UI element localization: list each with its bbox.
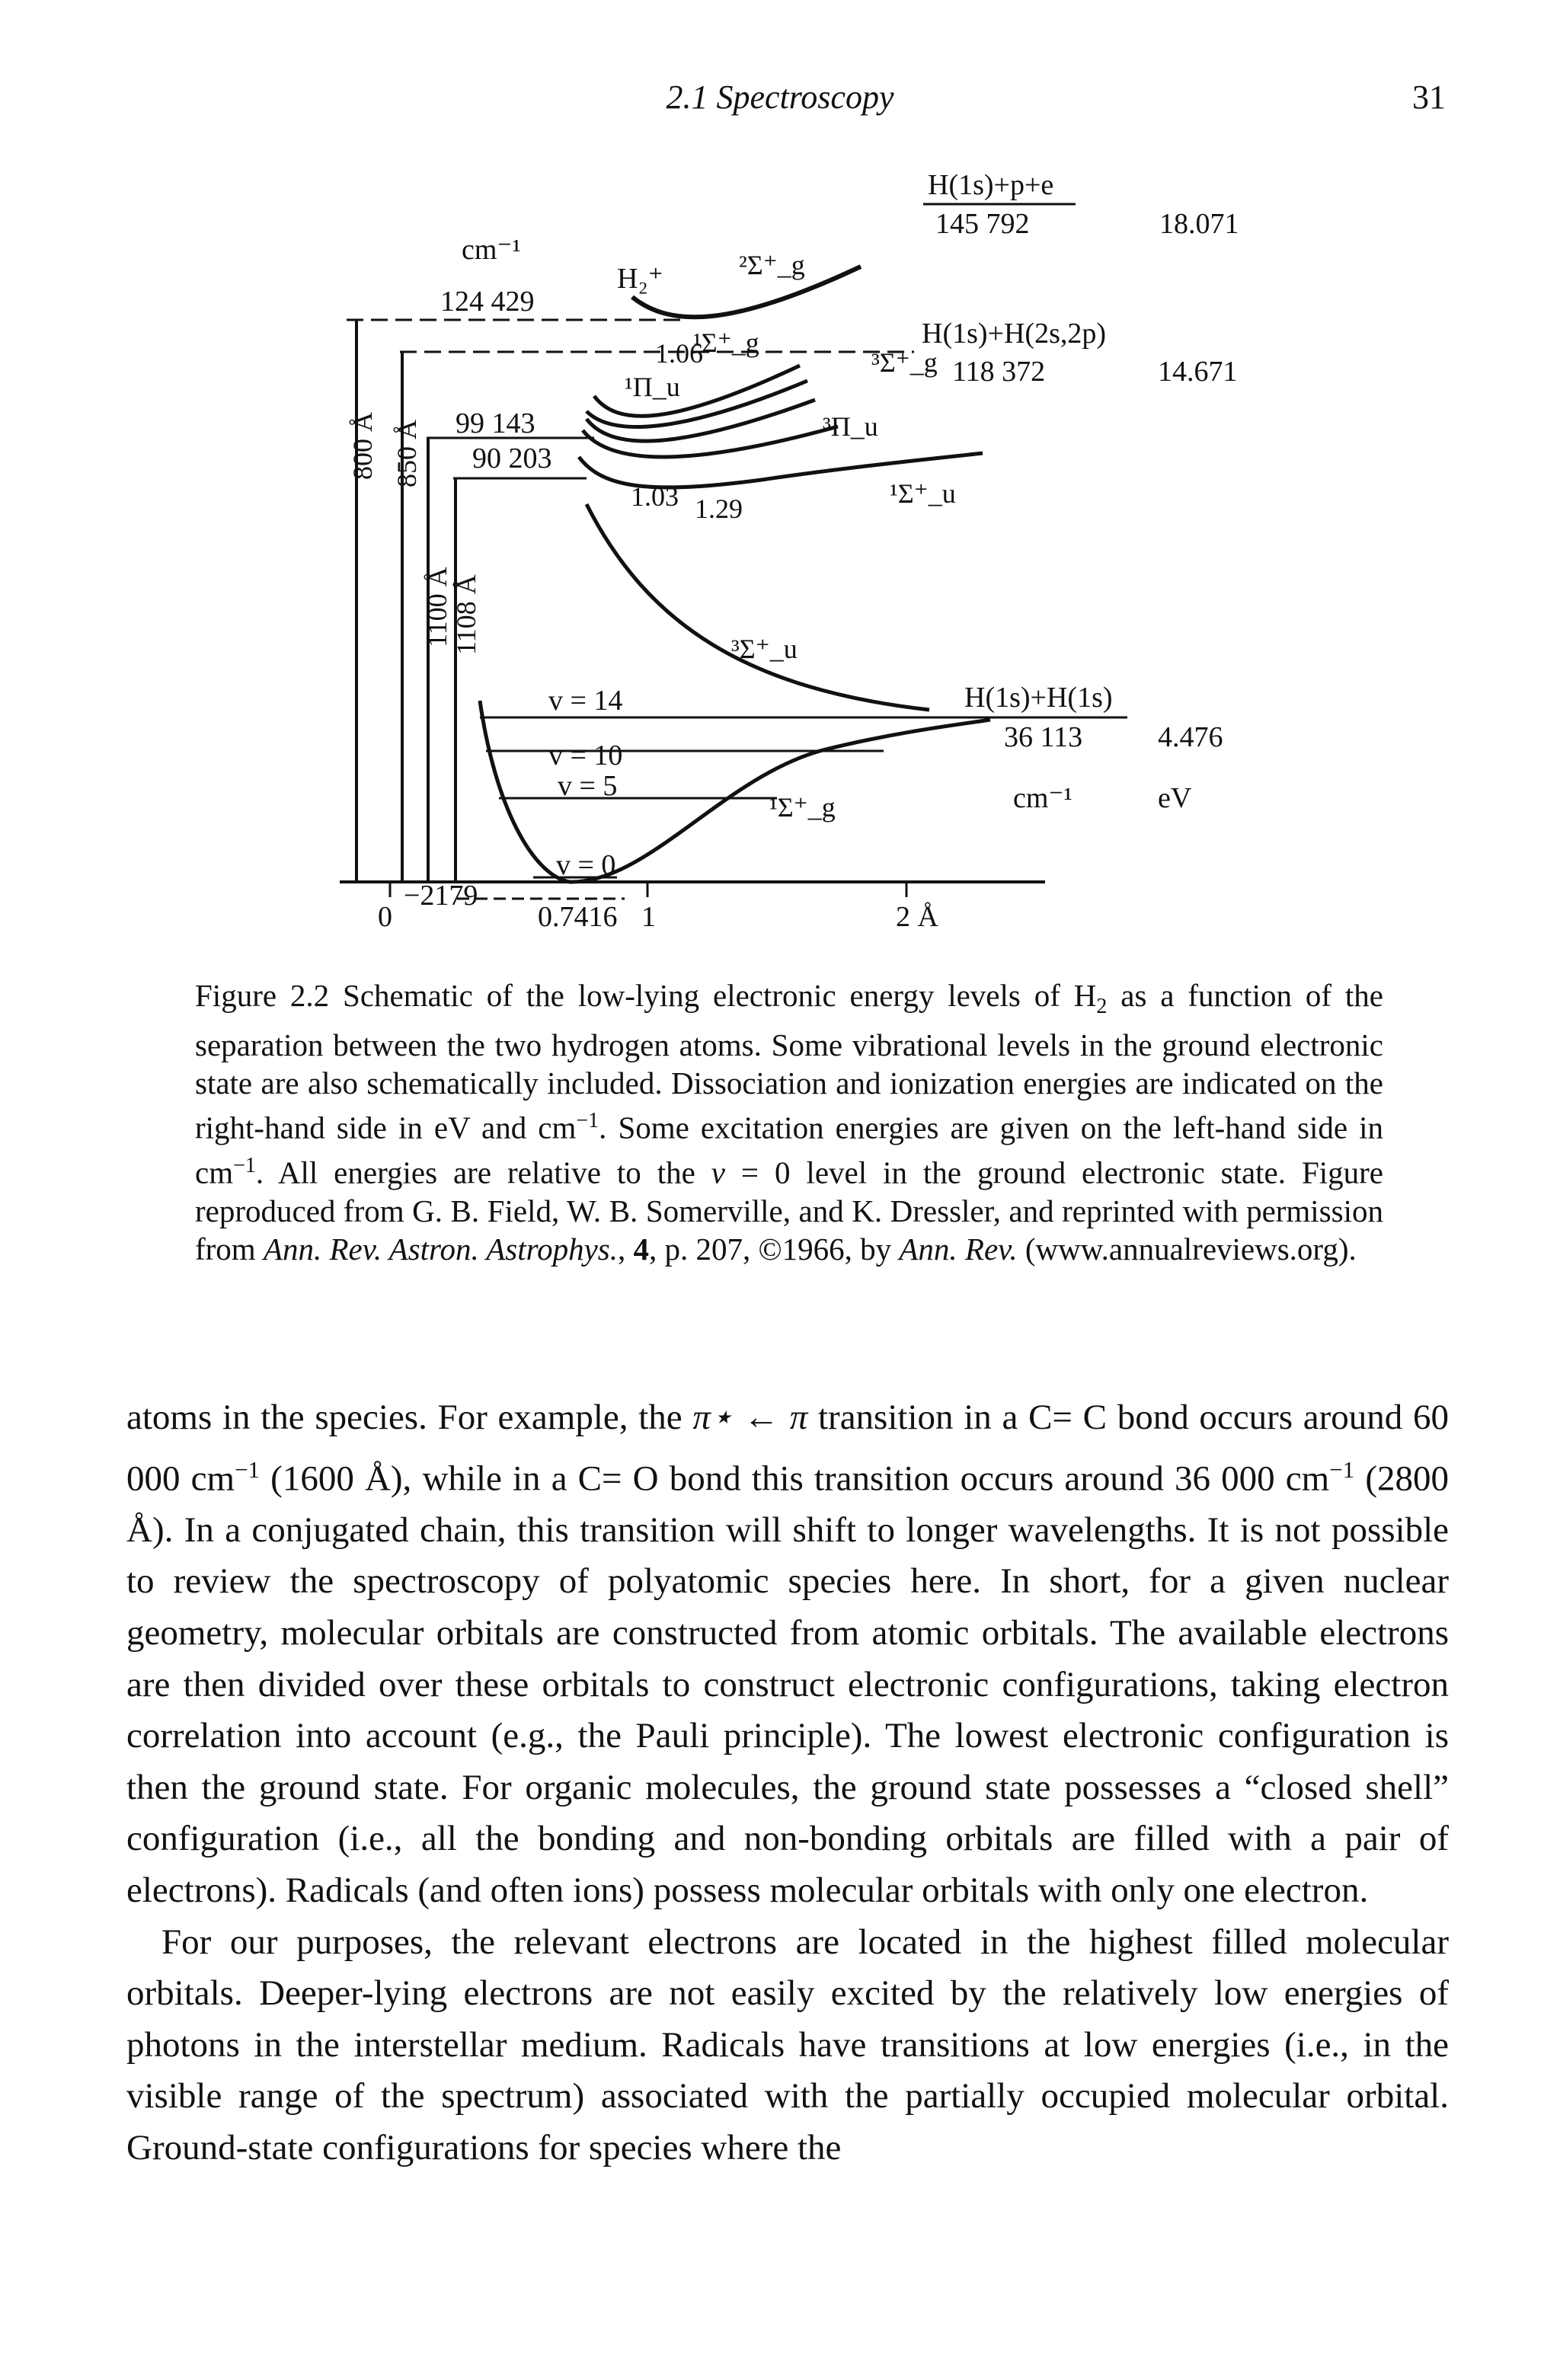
- energy-99143-label: 99 143: [456, 407, 535, 439]
- caption-part-8: (www.annualreviews.org).: [1017, 1231, 1357, 1267]
- a3sigma-g-label: ³Σ⁺_g: [871, 347, 938, 378]
- para1-superscript-2: −1: [1329, 1455, 1355, 1483]
- caption-part-6: ,: [617, 1231, 634, 1267]
- energy-124429-label: 124 429: [440, 286, 535, 318]
- caption-part-4: . All energies are relative to the: [255, 1155, 711, 1190]
- caption-part-3: . Some excitation energies are given on the left-hand side in cm: [195, 1110, 1383, 1190]
- page-number: 31: [1412, 78, 1446, 116]
- b1sigma-g-label: ¹Σ⁺_g: [693, 327, 759, 358]
- bond-length-103-label: 1.03: [631, 481, 679, 512]
- caption-subscript-2: 2: [1096, 995, 1108, 1019]
- ionization-cm-label: 145 792: [935, 208, 1030, 240]
- x1sigma-g-label: ¹Σ⁺_g: [769, 792, 836, 823]
- body-text: [126, 1392, 1449, 2174]
- wavelength-800-label: 800 Å: [347, 412, 378, 480]
- pi-star-symbol: π⋆: [692, 1398, 734, 1437]
- caption-journal: Ann. Rev. Astron. Astrophys.: [263, 1231, 618, 1267]
- energy-90203-label: 90 203: [472, 442, 552, 474]
- caption-volume: 4: [633, 1231, 649, 1267]
- caption-superscript-2: −1: [233, 1153, 256, 1177]
- bond-length-129-label: 1.29: [695, 494, 743, 524]
- x-tick-07416-label: 0.7416: [538, 901, 618, 933]
- para1-text-3: (1600 Å), while in a C= O bond this transition occurs around 36 000 cm: [260, 1458, 1330, 1499]
- para1-superscript-1: −1: [235, 1455, 261, 1483]
- excitation-cm-label: 118 372: [952, 356, 1046, 388]
- energy-m2179-label: −2179: [404, 880, 478, 912]
- para1-text-1: atoms in the species. For example, the: [126, 1398, 693, 1437]
- pi-symbol: π: [789, 1398, 808, 1437]
- c1pi-u-curve: [587, 381, 807, 427]
- c3pi-u-label: ³Π_u: [823, 411, 878, 442]
- h2plus-label: H₂⁺: [617, 263, 663, 295]
- para1-text-4: (2800 Å). In a conjugated chain, this transition will shift to longer wavelengths. It is not possible to review the spectroscopy of polyatomic species here. In short, for a given nuclear geometry, molecular orbitals are constructed from atomic orbitals. The available electrons are then divided over these orbitals to construct electronic configurations, taking electron correlation into account (e.g., the Pauli principle). The lowest electronic configuration is then the ground state. For organic molecules, the ground state possesses a “closed shell” configuration (i.e., all the bonding and non-bonding orbitals are filled with a pair of electrons). Radicals (and often ions) possess molecular orbitals with only one electron.: [126, 1458, 1450, 1910]
- v0-label: v = 0: [556, 849, 616, 881]
- v5-label: v = 5: [558, 770, 618, 802]
- wavelength-1108-label: 1108 Å: [451, 574, 481, 655]
- ionization-level-label: H(1s)+p+e: [928, 169, 1054, 201]
- bond-length-106-label: 1.06: [655, 338, 703, 369]
- ionization-ev-label: 18.071: [1159, 208, 1239, 240]
- x-tick-2-label: 2 Å: [896, 901, 938, 933]
- h2-energy-level-diagram: [0, 0, 1560, 960]
- excitation-ev-label: 14.671: [1158, 356, 1238, 388]
- dissociation-level-label: H(1s)+H(1s): [964, 682, 1113, 714]
- v10-label: v = 10: [548, 740, 623, 772]
- x-tick-1-label: 1: [641, 901, 656, 933]
- caption-superscript-1: −1: [576, 1109, 599, 1133]
- body-paragraph-1: [126, 1392, 1449, 1917]
- left-arrow-symbol: ←: [733, 1398, 790, 1437]
- x2sigma-g-label: ²Σ⁺_g: [739, 250, 805, 280]
- wavelength-850-label: 850 Å: [392, 420, 422, 487]
- v14-label: v = 14: [548, 685, 623, 717]
- dissociation-ev-label: 4.476: [1158, 721, 1223, 753]
- b3sigma-u-curve: [587, 504, 929, 710]
- caption-publisher: Ann. Rev.: [899, 1231, 1018, 1267]
- x-tick-0-label: 0: [378, 901, 392, 933]
- figure-caption: [195, 976, 1383, 1268]
- b1sigma-u-label: ¹Σ⁺_u: [890, 478, 956, 509]
- dissociation-cm-label: 36 113: [1004, 721, 1083, 753]
- body-paragraph-2: For our purposes, the relevant electrons are located in the highest filled molecular orbitals. Deeper-lying electrons are not easily excited by the relatively low energies of photons in the interstellar medium. Radicals have transitions at low energies (i.e., in the visible range of the spectrum) associated with the partially occupied molecular orbital. Ground-state configurations for species where the: [126, 1922, 1449, 2168]
- para1-text-2: transition in a C= C bond occurs around 60 000 cm: [126, 1398, 1449, 1499]
- caption-part-1: Figure 2.2 Schematic of the low-lying electronic energy levels of H: [195, 978, 1097, 1013]
- caption-v-symbol: v: [711, 1155, 725, 1190]
- caption-part-5: = 0 level in the ground electronic state. Figure reproduced from G. B. Field, W. B. Somerville, and K. Dressler, and reprinted with permission from: [195, 1155, 1384, 1267]
- right-ev-units-label: eV: [1158, 782, 1192, 814]
- left-units-label: cm⁻¹: [462, 234, 521, 266]
- excitation-level-label: H(1s)+H(2s,2p): [922, 318, 1107, 350]
- right-cm-units-label: cm⁻¹: [1013, 782, 1072, 814]
- caption-part-7: , p. 207, ©1966, by: [648, 1231, 900, 1267]
- wavelength-1100-label: 1100 Å: [422, 567, 452, 647]
- b3sigma-u-label: ³Σ⁺_u: [731, 634, 798, 664]
- caption-part-2: as a function of the separation between the two hydrogen atoms. Some vibrational levels in the ground electronic state are also schematically included. Dissociation and ionization energies are indicated on the right-hand side in eV and cm: [195, 978, 1384, 1145]
- running-header-title: 2.1 Spectroscopy: [666, 78, 894, 116]
- c1pi-u-label: ¹Π_u: [625, 372, 680, 402]
